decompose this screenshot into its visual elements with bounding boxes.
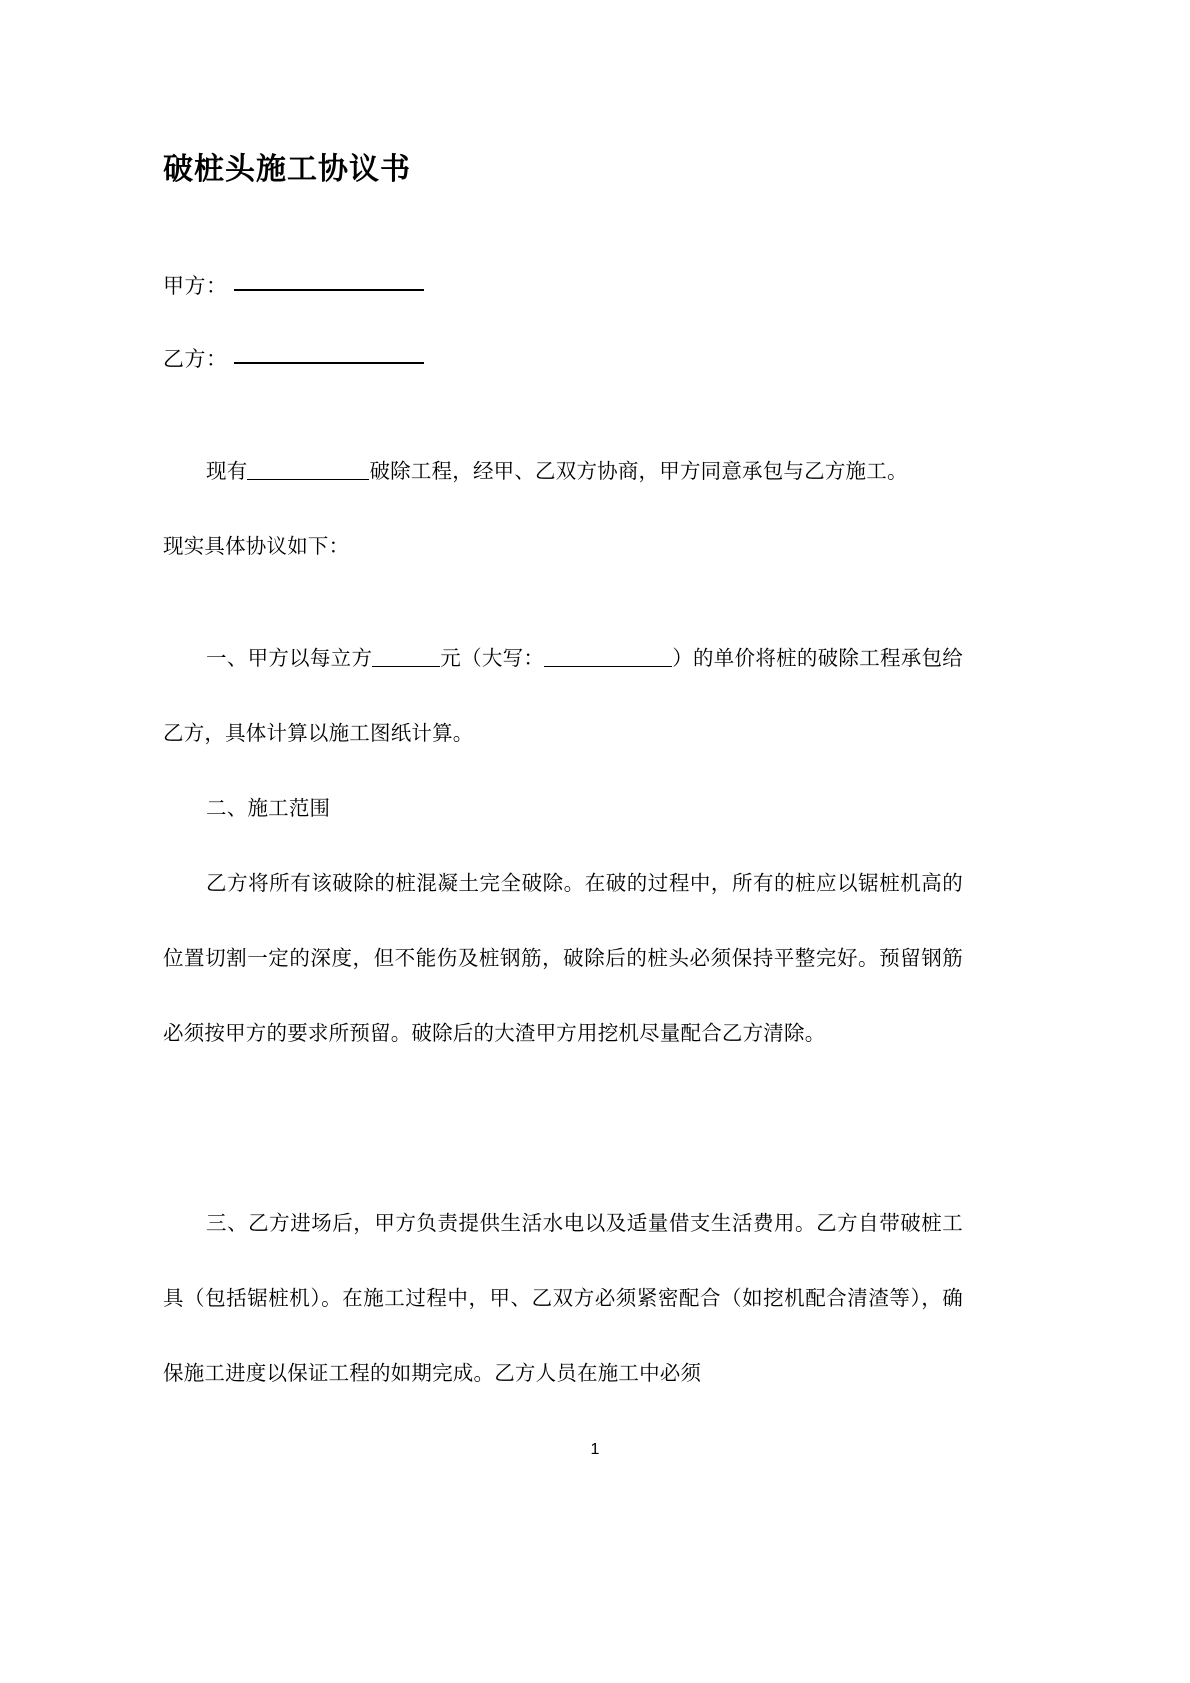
- section-one-text-2: 元（大写：: [440, 647, 545, 670]
- party-a-field: [163, 275, 424, 298]
- section-three-paragraph: 三、乙方进场后，甲方负责提供生活水电以及适量借支生活费用。乙方自带破桩工具（包括锯桩机）。在施工过程中，甲、乙双方必须紧密配合（如挖机配合清渣等），确保施工进度以保证工程的如期完成。乙方人员在施工中必须: [163, 1212, 963, 1385]
- section-one-text-3: ）的单价将桩的破除工程承包给乙方，具体计算以施工图纸计算。: [163, 647, 963, 745]
- party-b-field: [163, 348, 424, 371]
- intro-text-after: 破除工程，经甲、乙双方协商，甲方同意承包与乙方施工。: [369, 460, 908, 483]
- party-a-label: 甲方：: [163, 275, 228, 298]
- party-b-blank[interactable]: [234, 362, 424, 364]
- section-two-heading: 二、施工范围: [206, 797, 331, 820]
- agreement-lead-paragraph: 现实具体协议如下：: [163, 535, 350, 558]
- page-number-footer: 1: [590, 1441, 600, 1458]
- page-title: 破桩头施工协议书: [163, 153, 411, 186]
- intro-text-before: 现有: [206, 460, 248, 483]
- section-one-price-words-blank[interactable]: [544, 666, 672, 667]
- party-a-blank[interactable]: [234, 289, 424, 291]
- party-b-label: 乙方：: [163, 348, 228, 371]
- section-two-paragraph: 乙方将所有该破除的桩混凝土完全破除。在破的过程中，所有的桩应以锯桩机高的位置切割一定的深度，但不能伤及桩钢筋，破除后的桩头必须保持平整完好。预留钢筋必须按甲方的要求所预留。破除后的大渣甲方用挖机尽量配合乙方清除。: [163, 872, 963, 1045]
- section-one-paragraph: [163, 621, 963, 771]
- section-one-price-blank[interactable]: [372, 666, 440, 667]
- section-one-text-1: 一、甲方以每立方: [206, 647, 373, 670]
- intro-paragraph: [163, 434, 963, 509]
- intro-project-blank[interactable]: [247, 479, 369, 480]
